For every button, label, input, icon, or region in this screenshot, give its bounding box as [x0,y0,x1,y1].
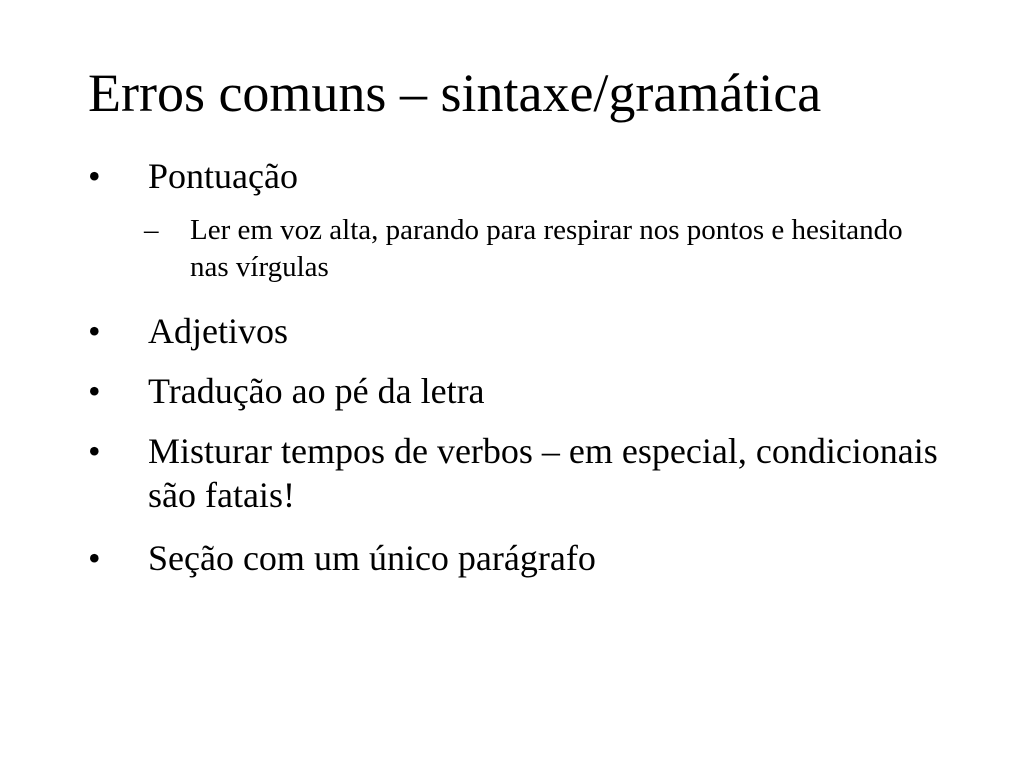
bullet-text: Adjetivos [148,311,288,351]
bullet-item-secao [88,536,948,580]
bullet-marker: • [88,538,101,578]
bullet-text: Seção com um único parágrafo [148,538,596,578]
bullet-marker: • [88,371,101,411]
bullet-item-adjetivos [88,309,948,353]
bullet-item-traducao [88,369,948,413]
bullet-marker: • [88,431,101,471]
bullet-item-pontuacao [88,154,948,198]
bullet-text: Tradução ao pé da letra [148,371,485,411]
slide-title: Erros comuns – sintaxe/gramática [88,63,822,123]
sub-item-ler-em-voz-alta [144,212,904,286]
bullet-marker: • [88,156,101,196]
bullet-item-misturar-tempos [88,429,948,517]
bullet-marker: • [88,311,101,351]
bullet-text: Misturar tempos de verbos – em especial, condicionais são fatais! [148,431,938,515]
sub-item-text: Ler em voz alta, parando para respirar nos pontos e hesitando nas vírgulas [190,214,903,283]
bullet-text: Pontuação [148,156,298,196]
dash-marker: – [144,214,159,246]
